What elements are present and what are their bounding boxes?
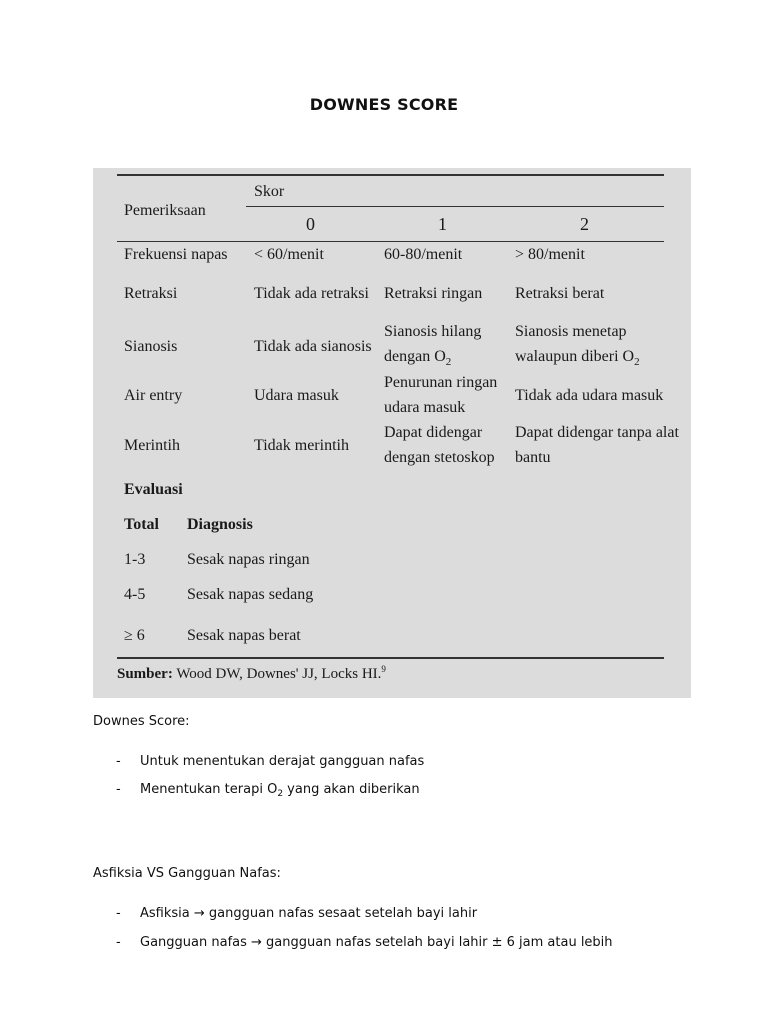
eval-total: 1-3 — [124, 551, 146, 568]
eval-diagnosis: Sesak napas berat — [187, 627, 301, 644]
header-skor: Skor — [254, 183, 285, 200]
table-top-rule — [117, 174, 664, 176]
row-label: Merintih — [124, 437, 180, 454]
row-cell-text: walaupun diberi O — [515, 348, 635, 365]
list-item: Gangguan nafas → gangguan nafas setelah bayi lahir ± 6 jam atau lebih — [140, 935, 613, 950]
header-score-0: 0 — [306, 214, 315, 234]
row-cell: < 60/menit — [254, 246, 324, 263]
list-item — [140, 782, 420, 799]
row-label: Sianosis — [124, 338, 178, 355]
subscript: 2 — [277, 789, 284, 799]
row-cell: Retraksi ringan — [384, 285, 483, 302]
row-cell: Dapat didengar tanpa alat — [515, 424, 679, 441]
row-label: Frekuensi napas — [124, 246, 228, 263]
row-label: Air entry — [124, 387, 183, 404]
row-cell: udara masuk — [384, 399, 466, 416]
page-title: DOWNES SCORE — [309, 95, 459, 114]
list-item-text: Menentukan terapi O — [140, 782, 278, 797]
eval-header-total: Total — [124, 516, 159, 533]
source-label: Sumber: — [117, 666, 173, 682]
header-score-1: 1 — [438, 214, 447, 234]
row-cell: > 80/menit — [515, 246, 585, 263]
bullet-dash: - — [116, 782, 121, 797]
row-cell: Tidak ada sianosis — [254, 338, 372, 355]
row-cell: bantu — [515, 449, 551, 466]
eval-diagnosis: Sesak napas sedang — [187, 586, 314, 603]
bullet-dash: - — [116, 754, 121, 769]
row-cell: Sianosis menetap — [515, 323, 627, 340]
subscript: 2 — [634, 356, 640, 368]
evaluasi-label: Evaluasi — [124, 481, 183, 498]
row-cell: Tidak ada udara masuk — [515, 387, 664, 404]
row-cell — [515, 344, 640, 371]
list-item: Asfiksia → gangguan nafas sesaat setelah bayi lahir — [140, 906, 478, 921]
row-cell: 60-80/menit — [384, 246, 463, 263]
eval-header-diagnosis: Diagnosis — [187, 516, 253, 533]
row-label: Retraksi — [124, 285, 178, 302]
row-cell: Retraksi berat — [515, 285, 605, 302]
skor-rule — [246, 206, 664, 207]
header-pemeriksaan: Pemeriksaan — [124, 202, 206, 219]
row-cell — [384, 344, 451, 371]
row-cell: Dapat didengar — [384, 424, 483, 441]
row-cell: Tidak ada retraksi — [254, 285, 369, 302]
source-text: Wood DW, Downes' JJ, Locks HI. — [172, 666, 382, 682]
section-heading-downes: Downes Score: — [93, 714, 190, 729]
source-superscript: 9 — [381, 664, 386, 674]
row-cell: dengan stetoskop — [384, 449, 495, 466]
section-heading-asfiksia: Asfiksia VS Gangguan Nafas: — [93, 866, 281, 881]
subscript: 2 — [445, 356, 452, 368]
row-cell: Tidak merintih — [254, 437, 349, 454]
eval-total: ≥ 6 — [124, 627, 145, 644]
bullet-dash: - — [116, 935, 121, 950]
table-bottom-rule — [117, 657, 664, 659]
downes-score-table-figure — [93, 168, 691, 698]
row-cell: Sianosis hilang — [384, 323, 482, 340]
row-cell-text: dengan O — [384, 348, 446, 365]
eval-diagnosis: Sesak napas ringan — [187, 551, 310, 568]
table-source — [117, 662, 386, 688]
list-item-text: yang akan diberikan — [283, 782, 420, 797]
eval-total: 4-5 — [124, 586, 146, 603]
bullet-dash: - — [116, 906, 121, 921]
row-cell: Penurunan ringan — [384, 374, 498, 391]
row-cell: Udara masuk — [254, 387, 339, 404]
list-item: Untuk menentukan derajat gangguan nafas — [140, 754, 425, 769]
header-score-2: 2 — [580, 214, 589, 234]
